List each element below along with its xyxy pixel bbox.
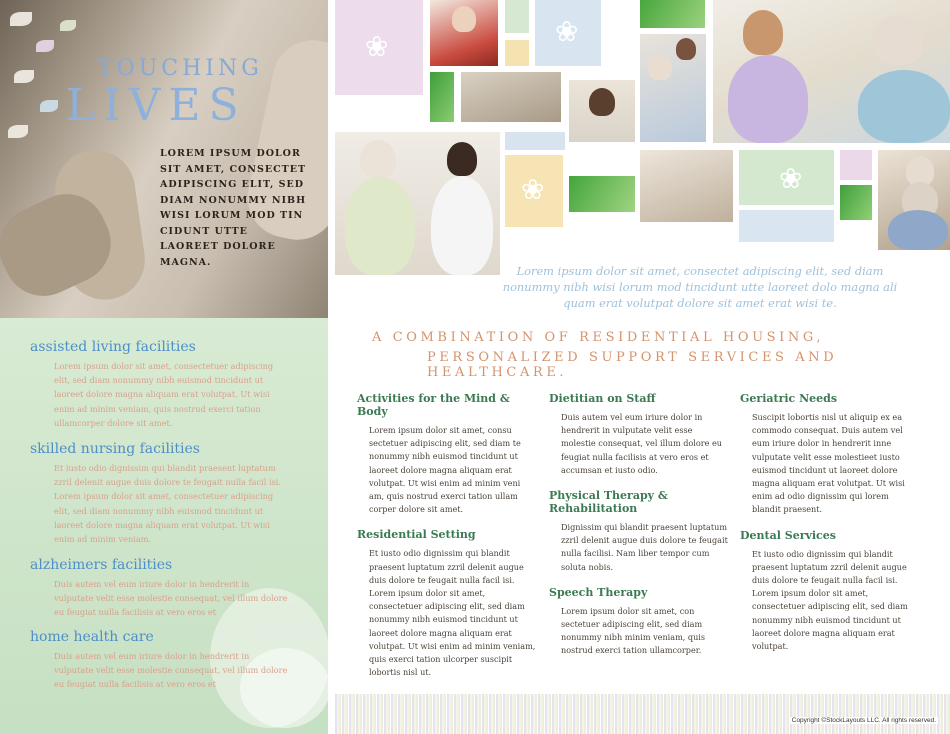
- hero-photo: [0, 0, 328, 318]
- person-figure: [345, 177, 415, 275]
- photo-teddy-bear: [640, 150, 733, 222]
- photo-caregiver: [569, 80, 635, 142]
- facility-title: skilled nursing facilities: [30, 441, 200, 457]
- person-figure: [447, 142, 477, 176]
- photo-woman-flowers: [430, 0, 498, 66]
- photo-nurse-senior: [713, 0, 950, 143]
- section-heading-activities: Activities for the Mind & Body: [357, 392, 510, 418]
- leaf-icon: [36, 40, 54, 52]
- color-block: [840, 150, 872, 180]
- facility-text: Lorem ipsum dolor sit amet, consectetuer adipiscing elit, sed diam nonummy nibh euismod tincidunt ut laoreet dolore magna aliquam erat volutpat. Ut wisi enim ad minim veniam, quis nostrud exerci tation ullamcorper dolore sit amet.: [54, 361, 274, 428]
- person-figure: [728, 55, 808, 143]
- person-figure: [888, 210, 948, 250]
- column-1: [357, 392, 537, 691]
- section-text: Et iusto odio dignissim qui blandit praesent luptatum zzril delenit augue duis dolore te feugait nulla facil isi. Lorem ipsum dolor sit amet, consectetuer adipiscing elit, sed diam nonummy nibh euismod tincidunt ut laoreet dolore magna aliquam erat volutpat.: [752, 548, 908, 652]
- facility-title: home health care: [30, 629, 154, 645]
- person-figure: [648, 54, 672, 80]
- leaf-icon: [10, 12, 32, 26]
- headline-line-2: PERSONALIZED SUPPORT SERVICES AND HEALTHCARE.: [427, 350, 838, 380]
- section-text: Et iusto odio dignissim qui blandit praesent luptatum zzril delenit augue duis dolore te feugait nulla facil isi. Lorem ipsum dolor sit amet, consectetuer adipiscing elit, sed diam nonummy nibh euismod tincidunt ut laoreet dolore magna aliquam erat volutpat. Ut wisi enim ad minim veniam, quis exerci tation ulcorper suscipit lobortis nisl ut.: [369, 548, 536, 678]
- tree-icon: ❀: [521, 173, 545, 206]
- person-figure: [858, 70, 950, 143]
- left-panel: [0, 0, 328, 734]
- section-heading-speech-therapy: Speech Therapy: [549, 585, 648, 599]
- leaf-icon: [8, 125, 28, 138]
- column-3: [740, 392, 920, 665]
- copyright-notice: Copyright ©StockLayouts LLC. All rights reserved.: [791, 717, 936, 724]
- section-text: Lorem ipsum dolor sit amet, consu sectetuer adipiscing elit, sed diam te nonummy nibh euismod tincidunt ut laoreet dolore magna aliquam erat volutpat. Ut wisi enim ad minim veni am, quis nostrud exerci tation ullam corper dolore sit amet.: [369, 425, 521, 515]
- facility-home-health: [30, 629, 290, 692]
- headline-line-1: A COMBINATION OF RESIDENTIAL HOUSING,: [372, 330, 825, 345]
- photo-holding-hands: [461, 72, 561, 122]
- facility-skilled-nursing: [30, 441, 290, 546]
- section-text: Dignissim qui blandit praesent luptatum zzril delenit augue duis dolore te feugait nulla facilisi. Nam liber tempor cum soluta nobis.: [561, 522, 728, 572]
- facility-text: Et iusto odio dignissim qui blandit praesent luptatum zzril delenit augue duis dolore te feugait nulla facil isi. Lorem ipsum dolor sit amet, consectetuer adipiscing elit, sed diam nonummy nibh euismod tincidunt ut laoreet dolore magna aliquam erat volutpat. Ut wisi enim ad minim veniam.: [54, 463, 282, 545]
- green-texture: [840, 185, 872, 220]
- facility-title: assisted living facilities: [30, 339, 196, 355]
- color-block: [535, 0, 601, 66]
- photo-senior-couple: [640, 34, 706, 142]
- leaf-icon: [14, 70, 34, 83]
- intro-quote: Lorem ipsum dolor sit amet, consectet adipiscing elit, sed diam nonummy nibh wisi lorum mod tincidunt utte laoreet dolo magna ali quam erat volutpat dolore sit amet erat wisi te.: [502, 264, 898, 310]
- hero-title-big: LIVES: [66, 80, 247, 131]
- person-figure: [431, 176, 493, 275]
- section-text: Suscipit lobortis nisl ut aliquip ex ea commodo consequat. Duis autem vel eum iriure dolor in hendrerit inne vulputate velit esse molestieet iusto euismod tincidunt ut laoreet dolore magna aliquam erat volutpat. Ut wisi enim ad odio dignissim qui lorem blandit praesent.: [752, 412, 905, 515]
- person-figure: [743, 10, 783, 55]
- tree-icon: ❀: [365, 30, 389, 63]
- color-block: [505, 155, 563, 227]
- color-block: [739, 150, 834, 205]
- green-texture: [569, 176, 635, 212]
- hero-title-small: TOUCHING: [98, 56, 263, 81]
- photo-mosaic: [335, 0, 950, 250]
- tree-icon: ❀: [779, 162, 803, 195]
- page-divider: [328, 0, 335, 734]
- color-block: [505, 40, 529, 66]
- color-block: [335, 0, 423, 95]
- green-texture: [640, 0, 705, 28]
- section-text: Duis autem vel eum iriure dolor in hendrerit in vulputate velit esse molestie consequat, vel illum dolore eu feugiat nulla facilisis at vero eros et accumsan et iusto odio.: [561, 412, 722, 475]
- facility-alzheimers: [30, 557, 290, 620]
- photo-senior-hug: [878, 150, 950, 250]
- tree-icon: ❀: [555, 15, 579, 48]
- green-texture: [430, 72, 454, 122]
- facility-title: alzheimers facilities: [30, 557, 173, 573]
- color-block: [739, 210, 834, 242]
- facility-text: Duis autem vel eum iriure dolor in hendrerit in vulputate velit esse molestie consequat, vel illum dolore eu feugiat nulla facilisis at vero eros et: [54, 579, 288, 618]
- person-figure: [589, 88, 615, 116]
- color-block: [505, 0, 529, 33]
- person-figure: [873, 15, 923, 65]
- facility-assisted-living: [30, 339, 290, 430]
- column-2: [549, 392, 729, 670]
- person-figure: [360, 140, 396, 178]
- section-text: Lorem ipsum dolor sit amet, con sectetuer adipiscing elit, sed diam nonummy nibh minim veniam, quis nostrud exerci tation ullamcorper.: [561, 605, 706, 656]
- person-figure: [676, 38, 696, 60]
- leaf-icon: [60, 20, 76, 31]
- section-heading-dental: Dental Services: [740, 528, 836, 542]
- section-heading-dietitian: Dietitian on Staff: [549, 392, 656, 405]
- photo-walking-senior: [335, 132, 500, 275]
- person-figure: [452, 6, 476, 32]
- leaf-icon: [40, 100, 58, 112]
- hero-text: LOREM IPSUM DOLOR SIT AMET, CONSECTET ADIPISCING ELIT, SED DIAM NONUMMY NIBH WISI LORUM MOD TIN CIDUNT UTTE LAOREET DOLORE MAGNA.: [160, 148, 307, 268]
- section-heading-geriatric: Geriatric Needs: [740, 392, 838, 405]
- facility-text: Duis autem vel eum iriure dolor in hendrerit in vulputate velit esse molestie consequat, vel illum dolore eu feugiat nulla facilisis at vero eros et: [54, 651, 288, 690]
- section-heading-physical-therapy: Physical Therapy & Rehabilitation: [549, 489, 668, 516]
- color-block: [505, 132, 565, 150]
- section-heading-residential: Residential Setting: [357, 528, 476, 542]
- decorative-stripes: [335, 694, 950, 734]
